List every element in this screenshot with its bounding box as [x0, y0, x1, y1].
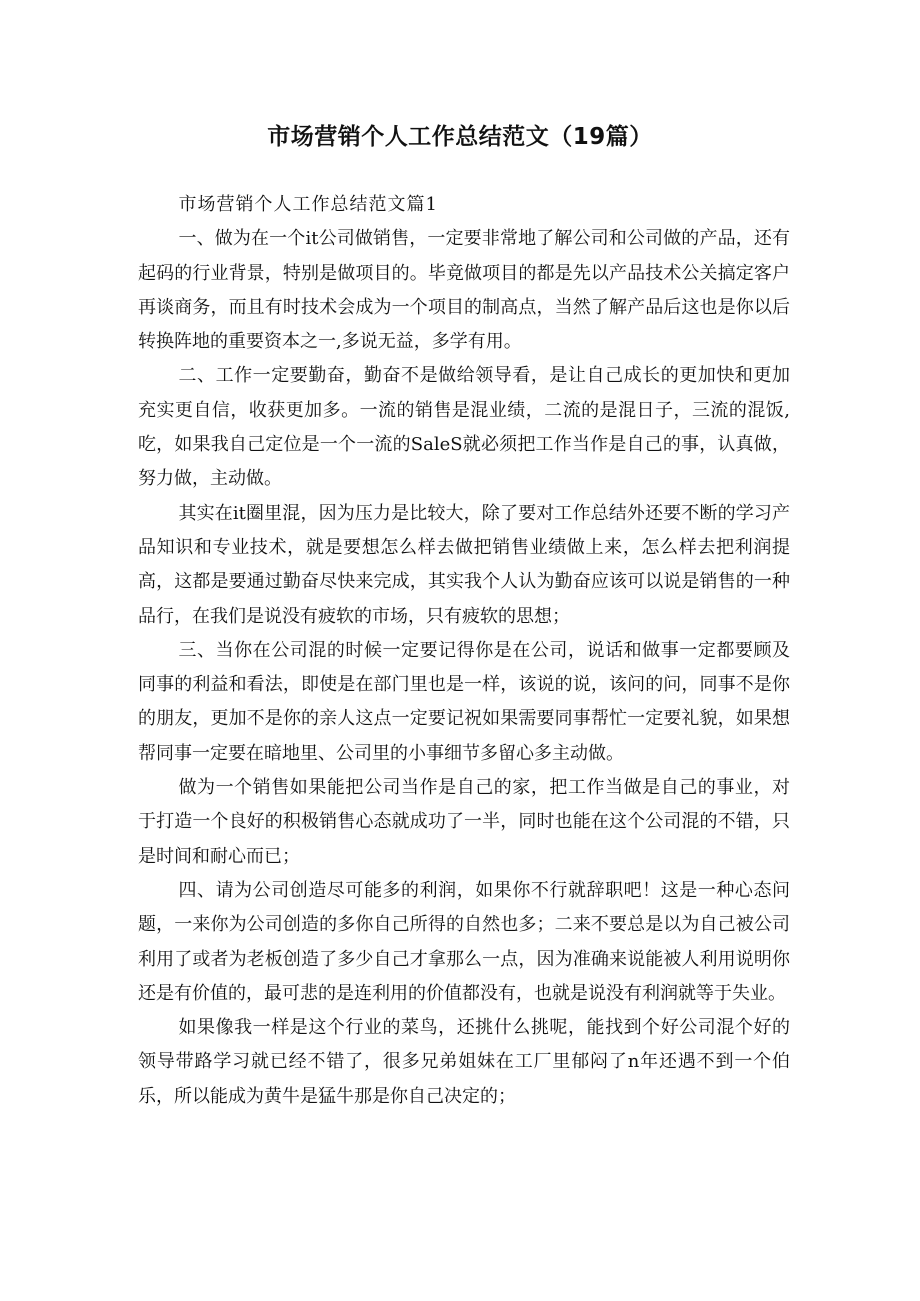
paragraph: 一、做为在一个it公司做销售，一定要非常地了解公司和公司做的产品，还有起码的行业背景，特别是做项目的。毕竟做项目的都是先以产品技术公关搞定客户再谈商务，而且有时技术会成为一个项目的制高点，当然了解产品后这也是你以后转换阵地的重要资本之一,多说无益，多学有用。	[138, 228, 790, 353]
section-title: 市场营销个人工作总结范文篇1	[178, 194, 438, 215]
paragraph: 做为一个销售如果能把公司当作是自己的家，把工作当做是自己的事业，对于打造一个良好的积极销售心态就成功了一半，同时也能在这个公司混的不错，只是时间和耐心而已；	[138, 777, 790, 867]
paragraph: 四、请为公司创造尽可能多的利润，如果你不行就辞职吧！这是一种心态问题，一来你为公司创造的多你自己所得的自然也多；二来不要总是以为自己被公司利用了或者为老板创造了多少自己才拿那么一点，因为准确来说能被人利用说明你还是有价值的，最可悲的是连利用的价值都没有，也就是说没有利润就等于失业。	[138, 879, 790, 1004]
paragraph: 二、工作一定要勤奋，勤奋不是做给领导看，是让自己成长的更加快和更加充实更自信，收获更加多。一流的销售是混业绩，二流的是混日子，三流的混饭,吃，如果我自己定位是一个一流的SaleS就必须把工作当作是自己的事，认真做，努力做，主动做。	[138, 365, 790, 490]
paragraph: 其实在it圈里混，因为压力是比较大，除了要对工作总结外还要不断的学习产品知识和专业技术，就是要想怎么样去做把销售业绩做上来，怎么样去把利润提高，这都是要通过勤奋尽快来完成，其实我个人认为勤奋应该可以说是销售的一种品行，在我们是说没有疲软的市场，只有疲软的思想；	[138, 502, 790, 627]
paragraph: 如果像我一样是这个行业的菜鸟，还挑什么挑呢，能找到个好公司混个好的领导带路学习就已经不错了，很多兄弟姐妹在工厂里郁闷了n年还遇不到一个伯乐，所以能成为黄牛是猛牛那是你自己决定的；	[138, 1017, 790, 1107]
paragraph: 三、当你在公司混的时候一定要记得你是在公司，说话和做事一定都要顾及同事的利益和看法，即使是在部门里也是一样，该说的说，该问的问，同事不是你的朋友，更加不是你的亲人这点一定要记祝如果需要同事帮忙一定要礼貌，如果想帮同事一定要在暗地里、公司里的小事细节多留心多主动做。	[138, 639, 790, 764]
document-title: 市场营销个人工作总结范文（19篇）	[267, 124, 653, 150]
document-body	[138, 188, 790, 1114]
